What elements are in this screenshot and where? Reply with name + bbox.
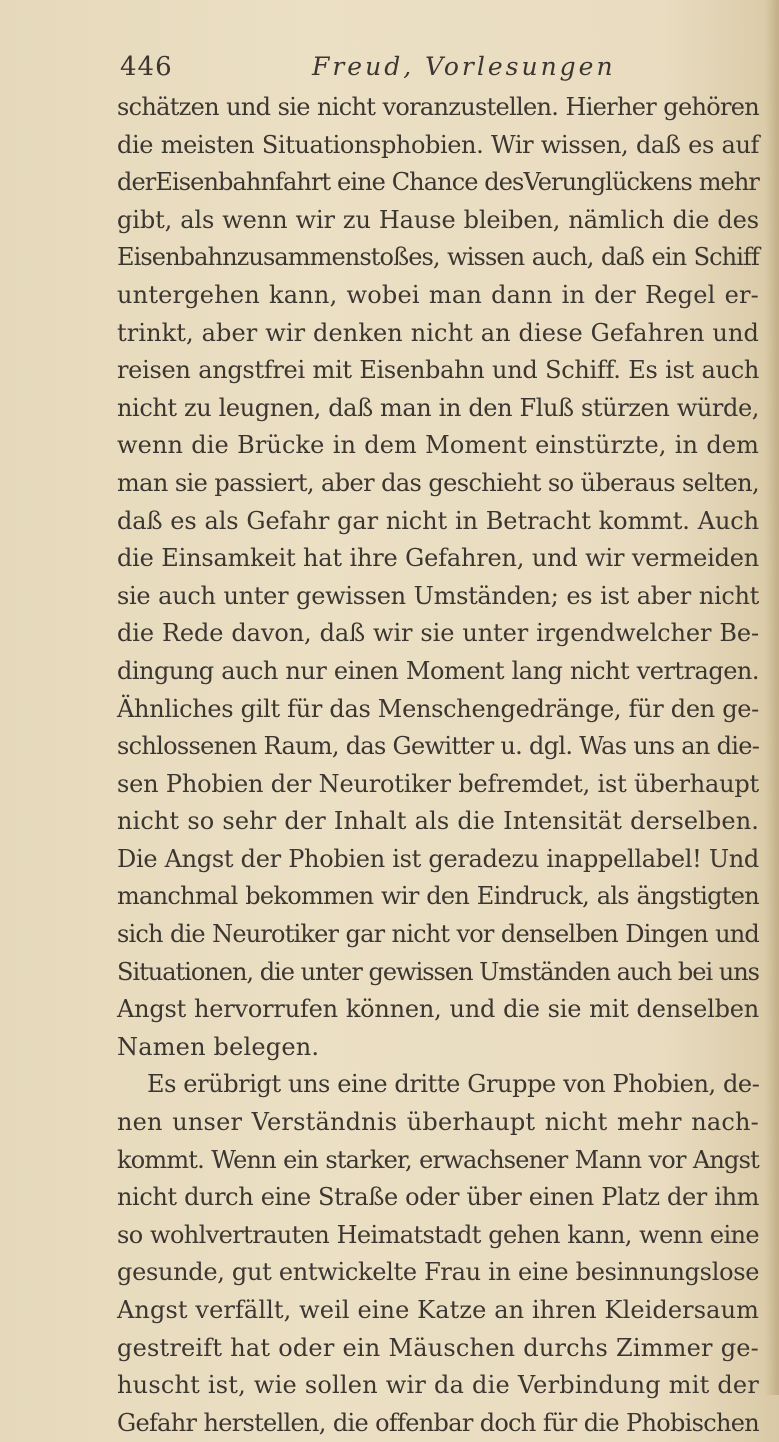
text-line: gesunde, gut entwickelte Frau in eine besinnungslose (117, 1258, 760, 1287)
text-line: sie auch unter gewissen Umständen; es ist aber nicht (117, 581, 759, 610)
text-line: man sie passiert, aber das geschieht so überaus selten, (117, 468, 759, 497)
text-line: derEisenbahnfahrt eine Chance desVerunglückens mehr (117, 168, 759, 197)
text-line: Eisenbahnzusammenstoßes, wissen auch, daß ein Schiff (117, 243, 759, 272)
text-line: die Rede davon, daß wir sie unter irgendwelcher Be- (117, 619, 759, 648)
text-line: die Einsamkeit hat ihre Gefahren, und wir vermeiden (117, 544, 759, 573)
text-line: schätzen und sie nicht voranzustellen. Hierher gehören (117, 93, 759, 121)
text-line: nicht so sehr der Inhalt als die Intensität derselben. (117, 807, 759, 836)
text-line: sich die Neurotiker gar nicht vor denselben Dingen und (117, 920, 759, 949)
text-line: nicht durch eine Straße oder über einen Platz der ihm (117, 1183, 759, 1212)
paragraph-start-line: Es erübrigt uns eine dritte Gruppe von Phobien, de- (147, 1070, 760, 1099)
text-line: reisen angstfrei mit Eisenbahn und Schiff. Es ist auch (117, 356, 759, 385)
paragraph-end-line: Namen belegen. (117, 1032, 320, 1061)
running-head: Freud, Vorlesungen (312, 52, 616, 81)
text-line: kommt. Wenn ein starker, erwachsener Mann vor Angst (117, 1145, 759, 1174)
text-line: dingung auch nur einen Moment lang nicht vertragen. (117, 656, 759, 685)
text-line: manchmal bekommen wir den Eindruck, als ängstigten (117, 882, 759, 911)
text-line: Die Angst der Phobien ist geradezu inappellabel! Und (117, 844, 759, 873)
text-line: trinkt, aber wir denken nicht an diese Gefahren und (117, 318, 759, 347)
text-line: nen unser Verständnis überhaupt nicht mehr nach- (117, 1108, 759, 1137)
page-number: 446 (120, 52, 173, 82)
body-text (117, 89, 759, 1442)
text-line: daß es als Gefahr gar nicht in Betracht kommt. Auch (117, 506, 759, 535)
text-line: Angst hervorrufen können, und die sie mit denselben (117, 995, 759, 1024)
text-line: gibt, als wenn wir zu Hause bleiben, nämlich die des (117, 205, 759, 234)
text-line: huscht ist, wie sollen wir da die Verbindung mit der (117, 1371, 759, 1400)
text-line: Situationen, die unter gewissen Umständen auch bei uns (117, 957, 759, 986)
text-line: so wohlvertrauten Heimatstadt gehen kann, wenn eine (117, 1220, 759, 1249)
page-edge-shadow (765, 0, 779, 1395)
text-line: nicht zu leugnen, daß man in den Fluß stürzen würde, (117, 393, 759, 422)
text-line: gestreift hat oder ein Mäuschen durchs Zimmer ge- (117, 1333, 759, 1362)
page-header (120, 50, 760, 90)
text-line: schlossenen Raum, das Gewitter u. dgl. Was uns an die- (117, 732, 760, 761)
text-line: sen Phobien der Neurotiker befremdet, ist überhaupt (117, 769, 759, 798)
text-line: wenn die Brücke in dem Moment einstürzte, in dem (117, 431, 759, 460)
text-line: Angst verfällt, weil eine Katze an ihren Kleidersaum (117, 1296, 759, 1324)
text-line: Ähnliches gilt für das Menschengedränge, für den ge- (117, 694, 759, 723)
text-line: untergehen kann, wobei man dann in der Regel er- (117, 280, 759, 309)
text-line: die meisten Situationsphobien. Wir wissen, daß es auf (117, 130, 759, 159)
text-line: Gefahr herstellen, die offenbar doch für die Phobischen (117, 1408, 759, 1437)
